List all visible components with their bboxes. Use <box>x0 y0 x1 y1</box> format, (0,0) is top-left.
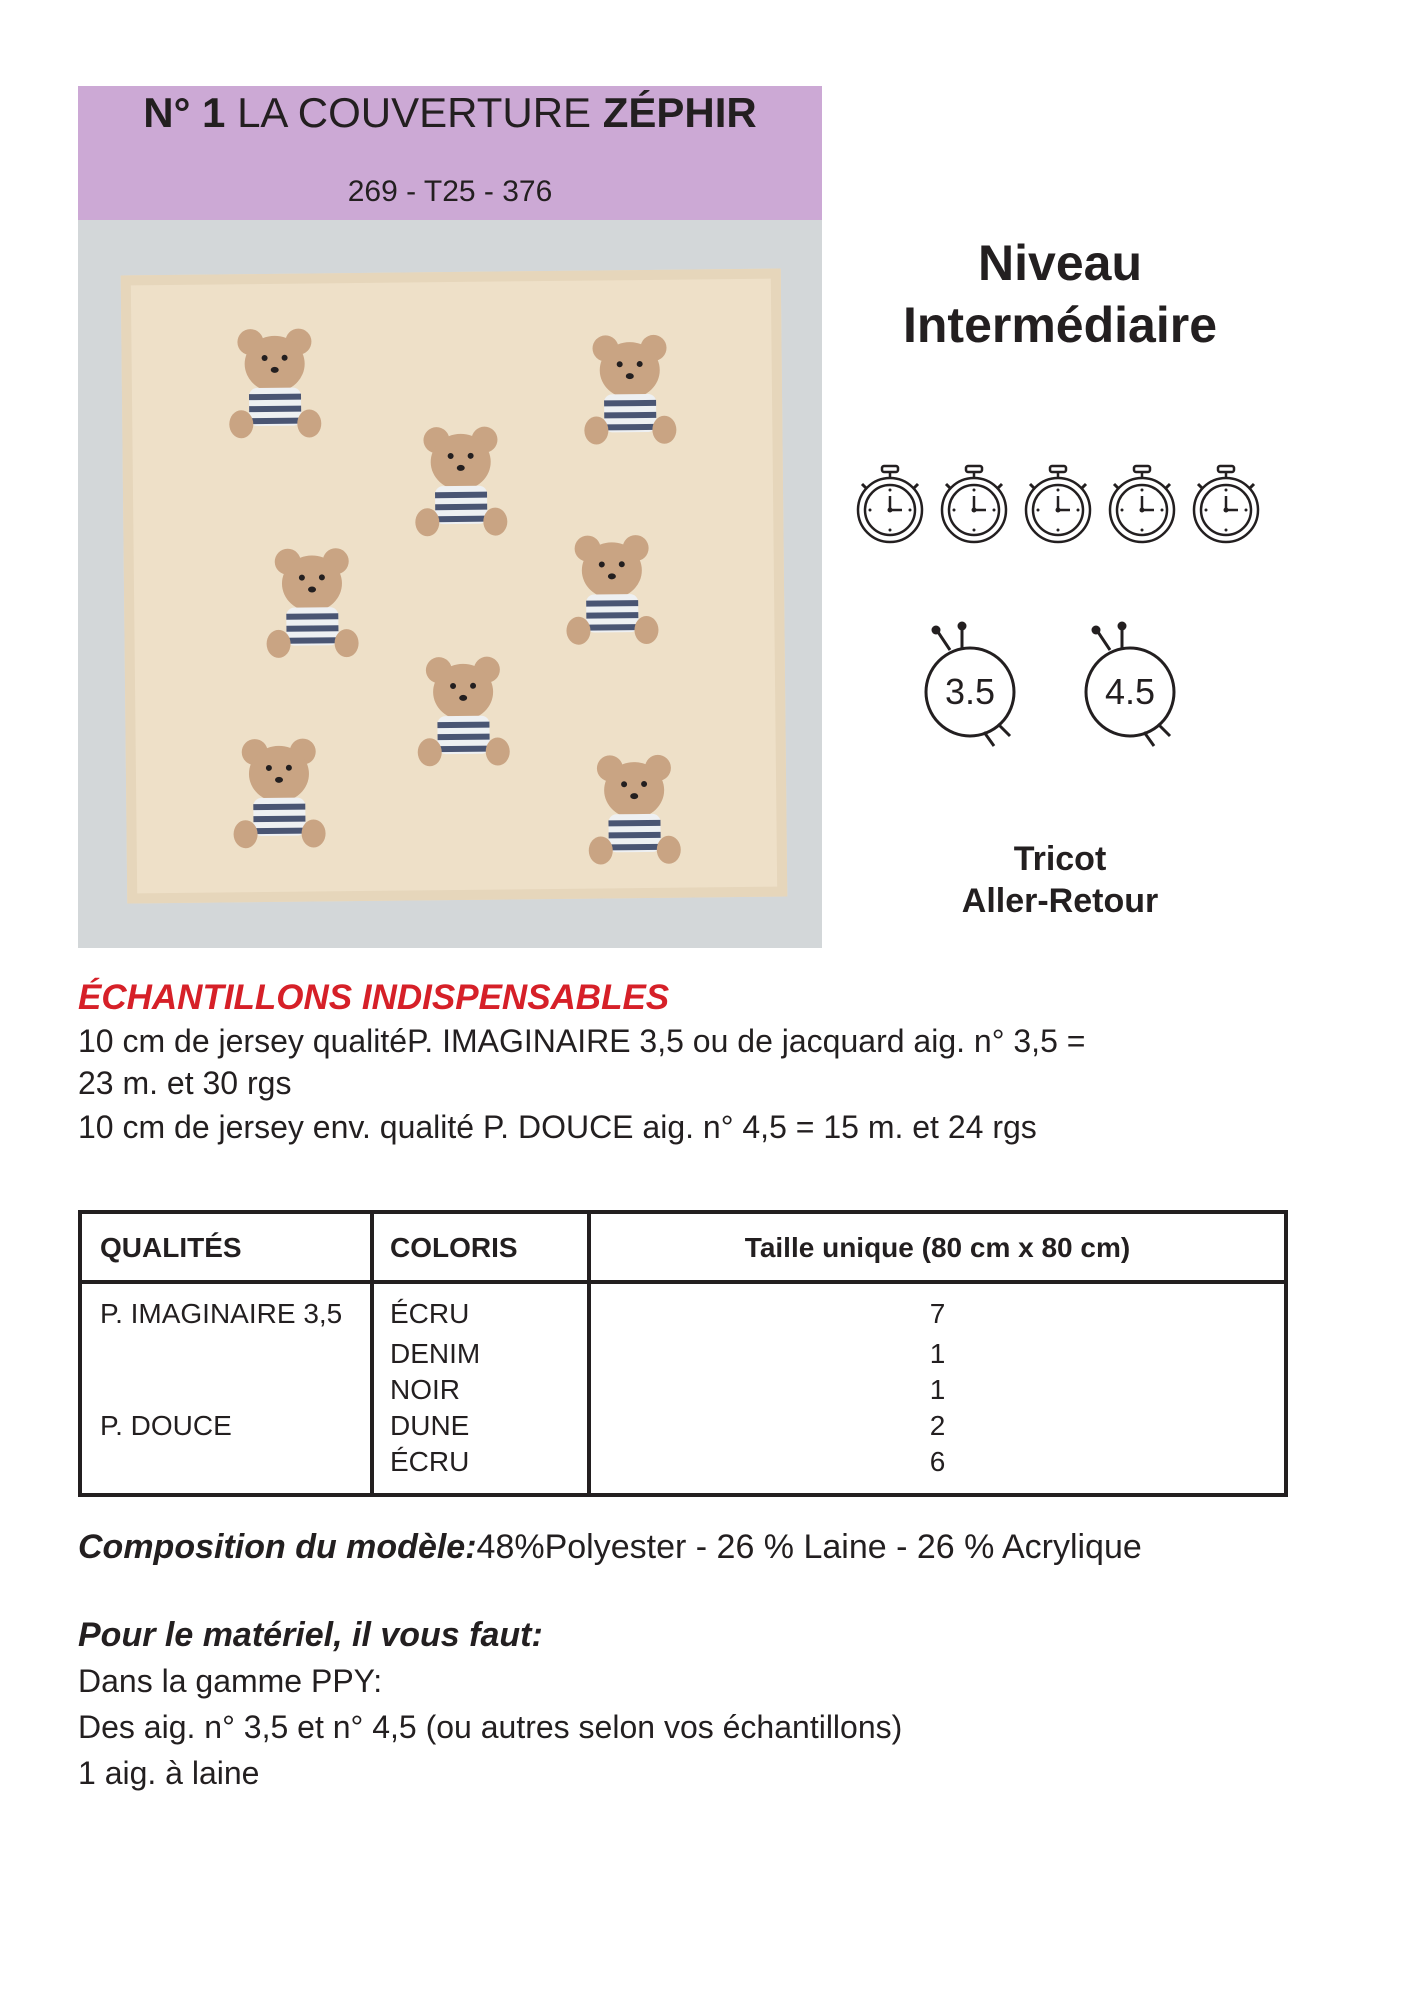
teddy-bear-motif <box>563 530 660 651</box>
blanket <box>121 269 788 904</box>
technique-label <box>880 838 1240 922</box>
composition-value: 48%Polyester - 26 % Laine - 26 % Acrylique <box>476 1528 1142 1566</box>
stopwatch-icon <box>942 466 1006 542</box>
needle-size-label: 4.5 <box>1104 671 1156 712</box>
teddy-bear-motif <box>264 543 361 664</box>
pattern-name: ZÉPHIR <box>602 89 757 136</box>
coloris-cell: DENIM <box>390 1338 481 1369</box>
reference-codes: 269 - T25 - 376 <box>347 175 553 208</box>
quality-cell: P. DOUCE <box>100 1410 232 1441</box>
materiel-line: 1 aig. à laine <box>78 1755 260 1791</box>
pattern-number: N° 1 <box>143 89 226 136</box>
stopwatch-icon <box>1110 466 1174 542</box>
teddy-bear-motif <box>231 733 328 854</box>
stopwatch-icon <box>1194 466 1258 542</box>
difficulty-stopwatches <box>850 460 1270 550</box>
coloris-cell: ÉCRU <box>390 1446 470 1477</box>
header-size: Taille unique (80 cm x 80 cm) <box>744 1232 1131 1263</box>
technique-line1: Tricot <box>1013 840 1107 878</box>
stopwatch-icon <box>858 466 922 542</box>
yarn-table <box>78 1210 1288 1497</box>
header-coloris: COLORIS <box>390 1232 518 1263</box>
composition <box>78 1528 1142 1567</box>
table-divider <box>370 1214 374 1493</box>
table-divider <box>82 1280 1284 1284</box>
level-line2: Intermédiaire <box>902 297 1217 353</box>
quantity-cell: 6 <box>929 1446 946 1477</box>
quantity-cell: 1 <box>929 1374 946 1405</box>
echantillon-line: 10 cm de jersey env. qualité P. DOUCE aig. n° 4,5 = 15 m. et 24 rgs <box>78 1109 1037 1145</box>
knitting-needle-size-icon <box>926 622 1014 747</box>
technique-line2: Aller-Retour <box>961 882 1159 920</box>
teddy-bear-motif <box>226 323 323 444</box>
stopwatch-icon <box>1026 466 1090 542</box>
materiel-line: Des aig. n° 3,5 et n° 4,5 (ou autres selon vos échantillons) <box>78 1709 903 1745</box>
teddy-bear-motif <box>586 750 683 871</box>
echantillon-line: 10 cm de jersey qualitéP. IMAGINAIRE 3,5 ou de jacquard aig. n° 3,5 = <box>78 1023 1086 1059</box>
echantillons-heading: ÉCHANTILLONS INDISPENSABLES <box>78 978 670 1017</box>
quality-cell: P. IMAGINAIRE 3,5 <box>100 1298 343 1329</box>
coloris-cell: ÉCRU <box>390 1298 470 1329</box>
page-title <box>78 86 822 138</box>
teddy-bear-motif <box>415 651 512 772</box>
knitted-blanket-with-teddy-bears-image <box>78 220 822 948</box>
level-label <box>830 232 1290 356</box>
teddy-bear-motif <box>412 421 509 542</box>
materiel-line: Dans la gamme PPY: <box>78 1663 383 1699</box>
title-middle: LA COUVERTURE <box>237 89 592 136</box>
echantillon-line: 23 m. et 30 rgs <box>78 1065 292 1101</box>
knitting-needle-size-icon <box>1086 622 1174 747</box>
composition-label: Composition du modèle: <box>78 1528 477 1566</box>
quantity-cell: 1 <box>929 1338 946 1369</box>
needle-sizes <box>900 620 1220 750</box>
quantity-cell: 2 <box>929 1410 946 1441</box>
materiel-heading: Pour le matériel, il vous faut: <box>78 1616 543 1654</box>
quantity-cell: 7 <box>929 1298 946 1329</box>
level-line1: Niveau <box>978 235 1142 291</box>
needle-size-label: 3.5 <box>944 671 996 712</box>
header-qualites: QUALITÉS <box>100 1232 242 1263</box>
coloris-cell: DUNE <box>390 1410 470 1441</box>
coloris-cell: NOIR <box>390 1374 460 1405</box>
teddy-bear-motif <box>581 330 678 451</box>
